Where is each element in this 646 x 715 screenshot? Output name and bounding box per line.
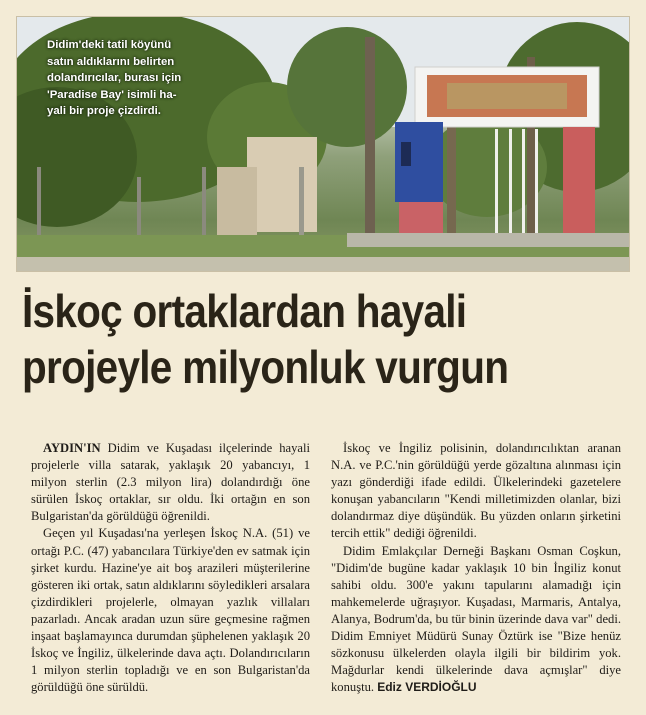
article-column-1: [31, 440, 310, 696]
paragraph-4: [331, 543, 621, 697]
lead-in: AYDIN'IN: [43, 441, 101, 455]
photo-caption: Didim'deki tatil köyünü satın aldıklarını belirten dolandırıcılar, burası için 'Paradise Bay' isimli ha- yali bir proje çizdirdi.: [47, 39, 182, 118]
paragraph-3: İskoç ve İngiliz polisinin, dolandırıcılıktan aranan N.A. ve P.C.'nin görüldüğü yerde gözaltına alınması için yazı gönderdiği ifade edildi. Ülkelerindeki gazetelere konuşan yabancıların "Kendi milletimizden olanlar, bizi dolandırmaz diye düşündük. Bu yüzden onların şirketini tercih ettik" dediği öğrenildi.: [331, 441, 621, 541]
paragraph-2: Geçen yıl Kuşadası'na yerleşen İskoç N.A. (51) ve ortağı P.C. (47) yabancılara Türkiye'den ev satmak için şirket kurdu. Hazine'ye ait boş arazileri müşterilerine gösteren iki ortak, satın aldıklarını söyledikleri arsalara çizdirdikleri projelerle, olmayan yazlık villaları pazarladı. Ancak aradan uzun süre geçmesine rağmen inşaat başlamayınca durumdan şüphelenen yaklaşık 20 İskoç ve İngiliz, ülkelerinde dava açtı. Dolandırıcıların 1 milyon sterlin topladığı ve en son Bulgaristan'da görüldüğü öne sürüldü.: [31, 526, 310, 695]
paragraph-text: Didim Emlakçılar Derneği Başkanı Osman Coşkun, "Didim'de bugüne kadar yaklaşık 10 bin İngiliz konut sahibi oldu. 300'e yakını tapularını alamadığı için mahkemelerde uğraşıyor. Kuşadası, Marmaris, Antalya, Alanya, Bodrum'da, bu tür binin üzerinde dava var" dedi. Didim Emniyet Müdürü Sunay Öztürk ise "Bize henüz sözkonusu ülkelerden olayla ilgili bir bildirim yok. Mağdurlar kendi ülkelerinde dava açmışlar" diye konuştu.: [331, 543, 621, 695]
news-photo: [16, 16, 630, 272]
headline: İskoç ortaklardan hayali projeyle milyonluk vurgun: [22, 285, 509, 393]
paragraph-text: Didim ve Kuşadası ilçelerinde hayali projelerle villa satarak, yaklaşık 20 yabancıyı, 1 milyon sterlin (2.3 milyon lira) dolandırdığı öne sürülen İskoç ortaklar, sır oldu. İki ortağın en son Bulgaristan'da görüldüğü öğrenildi.: [31, 441, 310, 524]
paragraph-1: [31, 440, 310, 525]
article-column-2: [331, 440, 621, 696]
byline: Ediz VERDİOĞLU: [377, 680, 477, 695]
